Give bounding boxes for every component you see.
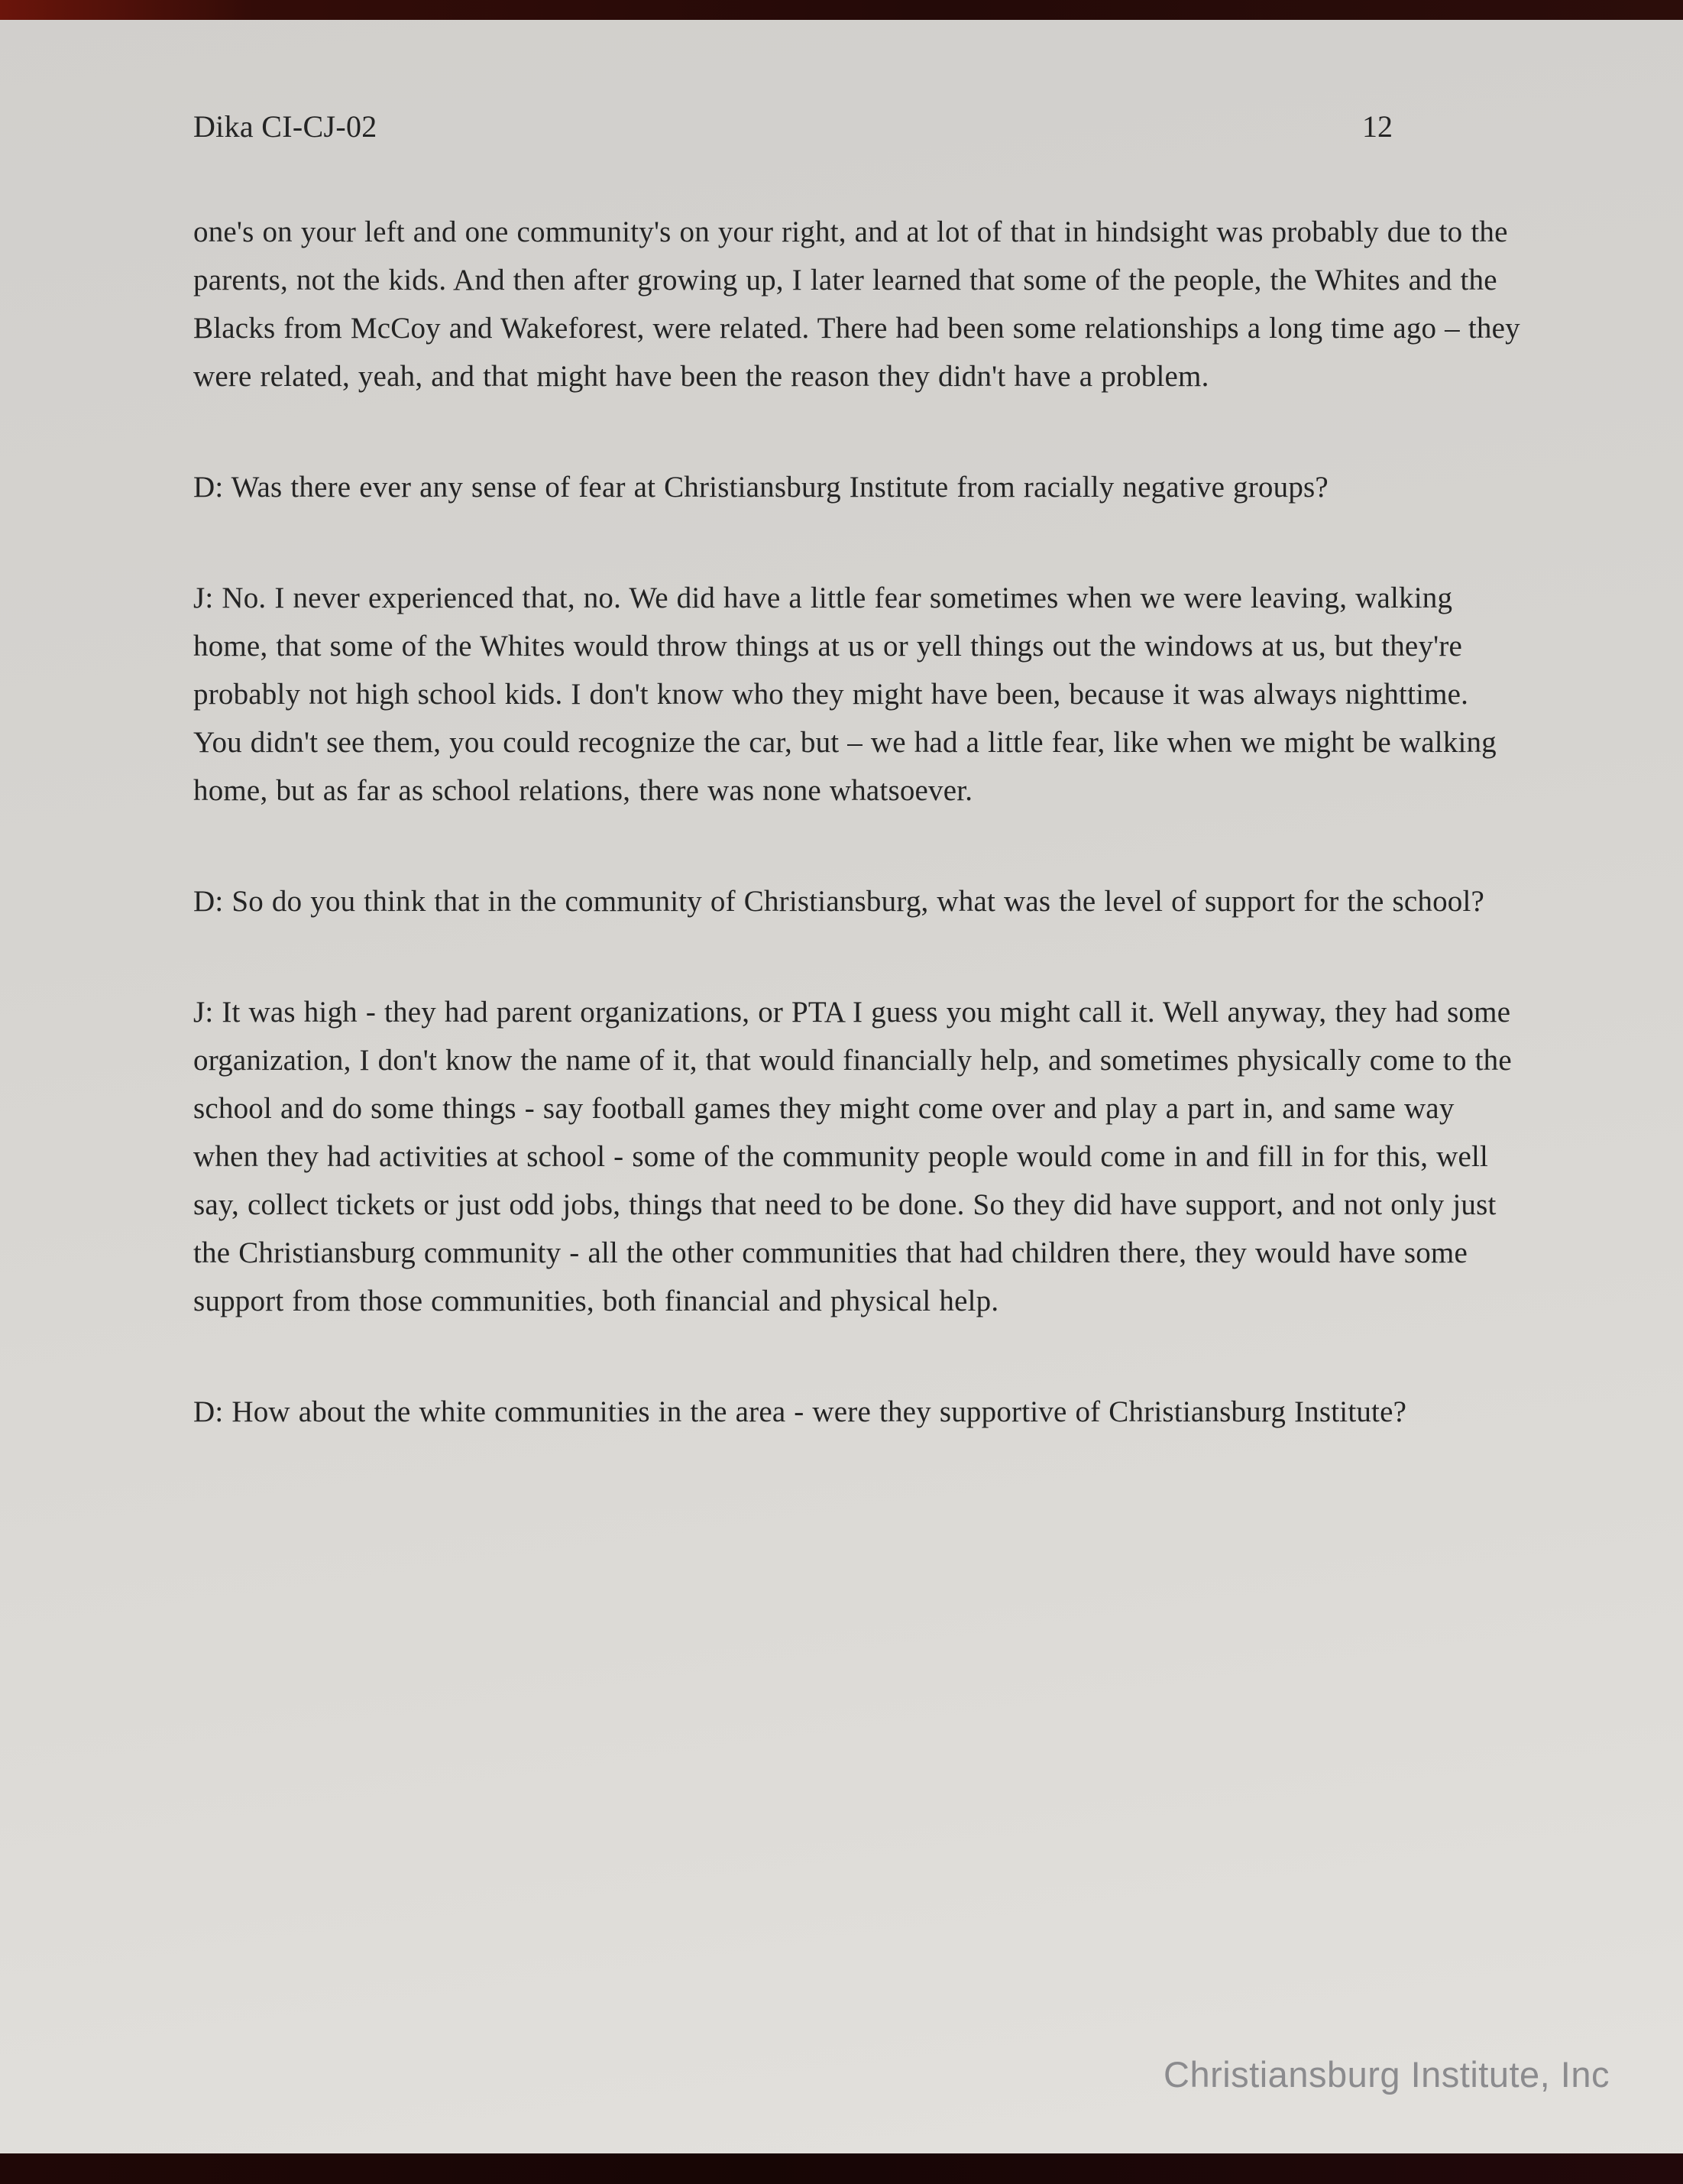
paragraph: D: How about the white communities in the area - were they supportive of Christiansburg Institute? — [193, 1395, 1407, 1428]
paragraph: J: No. I never experienced that, no. We did have a little fear sometimes when we were leaving, walking home, that some of the Whites would throw things at us or yell things out the windows at us, but they're probably not high school kids. I don't know who they might have been, because it was always nighttime. You didn't see them, you could recognize the car, but – we had a little fear, like when we might be walking home, but as far as school relations, there was none whatsoever. — [193, 582, 1497, 807]
paragraph: D: Was there ever any sense of fear at Christiansburg Institute from racially negative groups? — [193, 471, 1329, 504]
paragraph: J: It was high - they had parent organizations, or PTA I guess you might call it. Well anyway, they had some organization, I don't know the name of it, that would financially help, and sometimes physically come to the school and do some things - say football games they might come over and play a part in, and same way when they had activities at school - some of the community people would come in and fill in for this, well say, collect tickets or just odd jobs, things that need to be done. So they did have support, and not only just the Christiansburg community - all the other communities that had children there, they would have some support from those communities, both financial and physical help. — [193, 996, 1512, 1317]
document-id: Dika CI-CJ-02 — [193, 109, 377, 144]
scan-edge-bottom — [0, 2153, 1683, 2184]
scan-edge-top — [0, 0, 1683, 20]
document-page — [0, 20, 1683, 2153]
transcript-body — [0, 145, 1683, 1436]
page-header — [0, 20, 1683, 145]
page-number: 12 — [1362, 109, 1393, 144]
watermark: Christiansburg Institute, Inc — [1164, 2054, 1610, 2095]
paragraph: D: So do you think that in the community of Christiansburg, what was the level of support for the school? — [193, 885, 1485, 918]
paragraph: one's on your left and one community's on your right, and at lot of that in hindsight was probably due to the parents, not the kids. And then after growing up, I later learned that some of the people, the Whites and the Blacks from McCoy and Wakeforest, were related. There had been some relationships a long time ago – they were related, yeah, and that might have been the reason they didn't have a problem. — [193, 215, 1520, 393]
